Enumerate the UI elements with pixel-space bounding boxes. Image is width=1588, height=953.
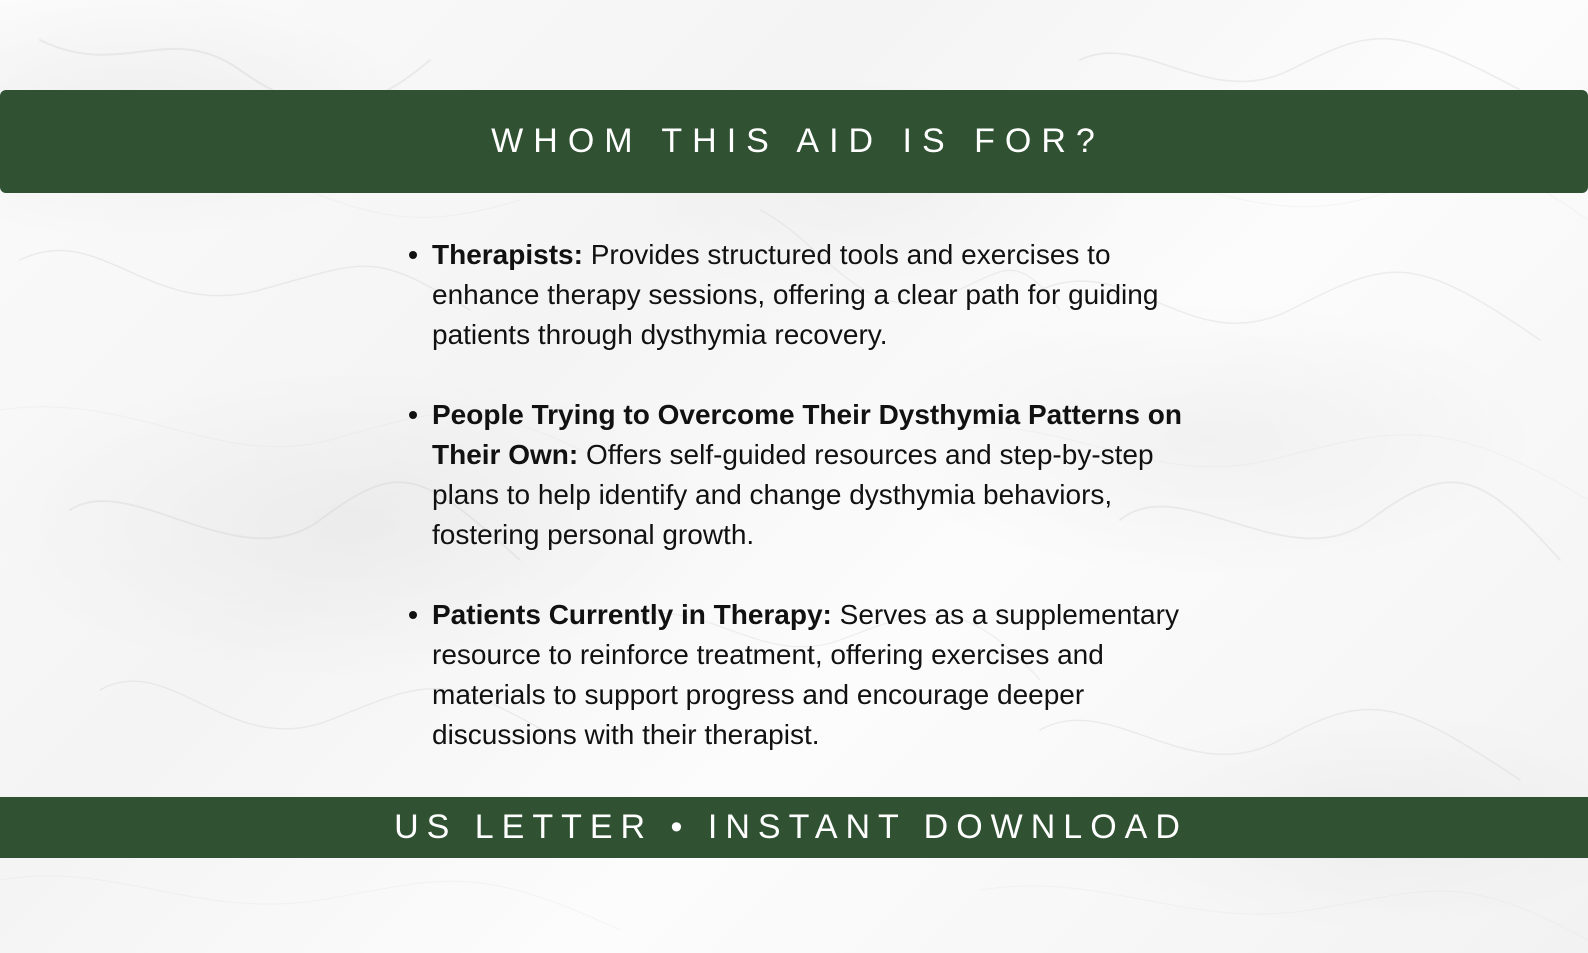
audience-description: Provides structured tools and exercises to enhance therapy sessions, offering a clear path for guiding patients through dysthymia recovery. [432, 239, 1159, 350]
audience-term: People Trying to Overcome Their Dysthymia Patterns on Their Own: [432, 399, 1182, 470]
bullet-icon: • [408, 599, 418, 630]
bullet-icon: • [408, 399, 418, 430]
audience-list [404, 235, 1224, 755]
header-banner [0, 90, 1588, 193]
list-item [404, 395, 1224, 555]
footer-banner [0, 797, 1588, 858]
list-item [404, 235, 1224, 355]
page-title: WHOM THIS AID IS FOR? [491, 122, 1105, 160]
audience-term: Patients Currently in Therapy: [432, 599, 832, 630]
bullet-icon: • [408, 239, 418, 270]
list-item [404, 595, 1224, 755]
audience-term: Therapists: [432, 239, 583, 270]
audience-section [404, 235, 1224, 755]
audience-description: Offers self-guided resources and step-by-step plans to help identify and change dysthymia behaviors, fostering personal growth. [432, 439, 1154, 550]
format-label: US LETTER • INSTANT DOWNLOAD [394, 808, 1188, 846]
audience-description: Serves as a supplementary resource to reinforce treatment, offering exercises and materials to support progress and encourage deeper discussions with their therapist. [432, 599, 1179, 750]
